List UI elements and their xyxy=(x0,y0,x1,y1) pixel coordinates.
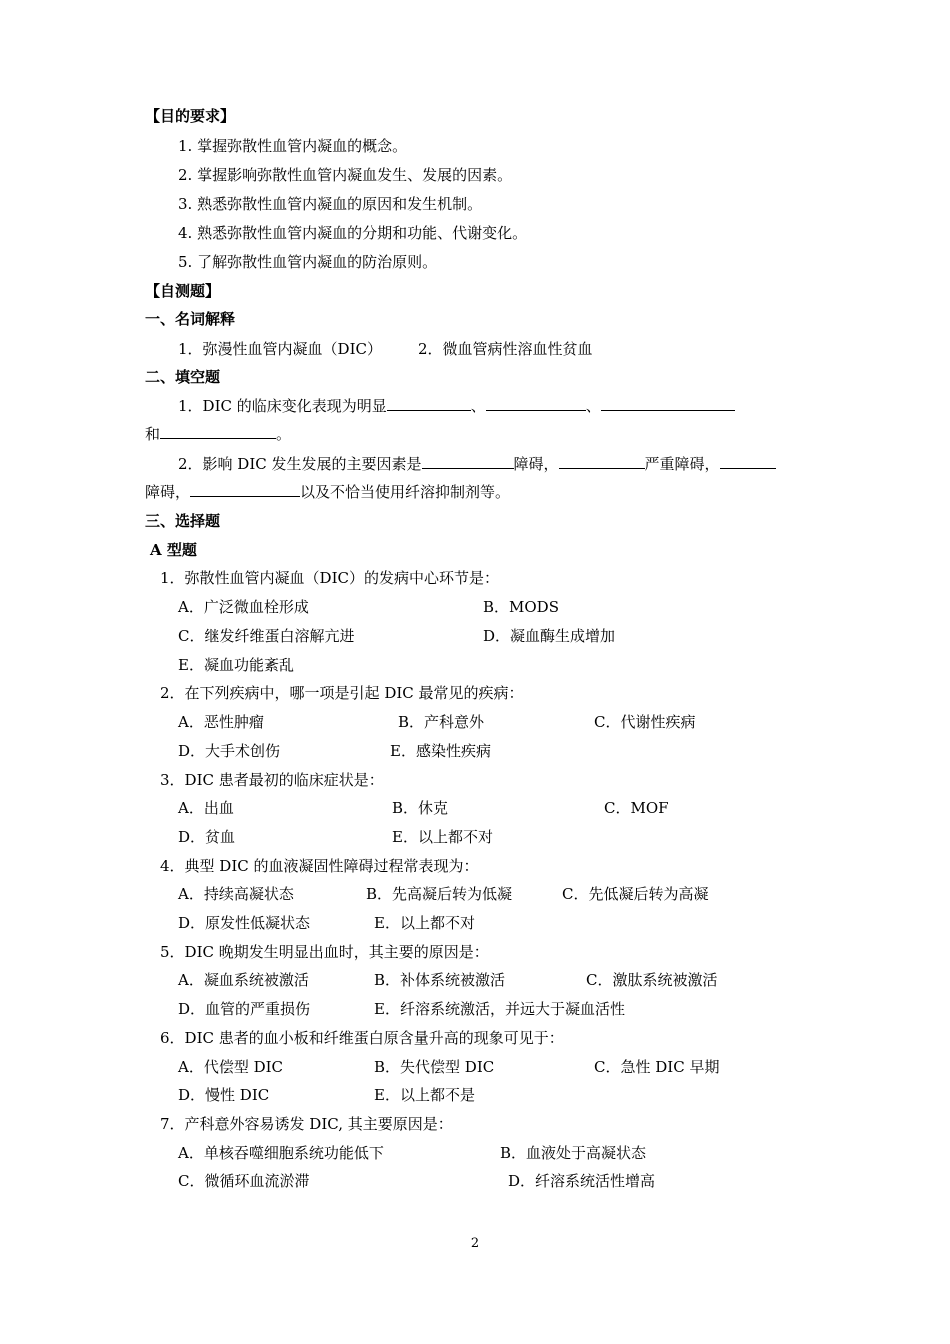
option-d[interactable]: D．凝血酶生成增加 xyxy=(483,627,616,645)
fill-text: 障碍， xyxy=(513,455,559,473)
option-c[interactable]: C．激肽系统被激活 xyxy=(586,971,718,989)
fill-question-2 xyxy=(178,454,776,474)
option-b[interactable]: B．产科意外 xyxy=(398,713,485,731)
option-b[interactable]: B．补体系统被激活 xyxy=(374,971,506,989)
fill-question-1-cont xyxy=(145,424,291,444)
fill-text: 障碍， xyxy=(145,483,191,501)
choice-heading: 三、选择题 xyxy=(145,512,221,530)
option-a[interactable]: A．广泛微血栓形成 xyxy=(178,598,309,616)
separator: 、 xyxy=(470,397,486,415)
option-c[interactable]: C．代谢性疾病 xyxy=(594,713,696,731)
question-stem: 5．DIC 晚期发生明显出血时，其主要的原因是： xyxy=(160,943,489,961)
type-a-heading: A 型题 xyxy=(150,541,197,559)
option-a[interactable]: A．单核吞噬细胞系统功能低下 xyxy=(178,1144,384,1162)
option-c[interactable]: C．MOF xyxy=(604,799,669,817)
terms-heading: 一、名词解释 xyxy=(145,310,236,328)
question-stem: 7．产科意外容易诱发 DIC, 其主要原因是： xyxy=(160,1115,453,1133)
question-stem: 6．DIC 患者的血小板和纤维蛋白原含量升高的现象可见于： xyxy=(160,1029,564,1047)
answer-blank[interactable] xyxy=(601,396,735,411)
option-b[interactable]: B．失代偿型 DIC xyxy=(374,1058,495,1076)
fill-text: 严重障碍， xyxy=(644,455,720,473)
fill-question-1-text: 1．DIC 的临床变化表现为明显 xyxy=(178,397,387,415)
term-item: 2．微血管病性溶血性贫血 xyxy=(418,340,593,358)
option-e[interactable]: E．纤溶系统激活，并远大于凝血活性 xyxy=(374,1000,625,1018)
option-a[interactable]: A．持续高凝状态 xyxy=(178,885,294,903)
fill-text: 以及不恰当使用纤溶抑制剂等。 xyxy=(300,483,511,501)
option-e[interactable]: E．感染性疾病 xyxy=(390,742,491,760)
option-b[interactable]: B．MODS xyxy=(483,598,559,616)
objective-item: 1. 掌握弥散性血管内凝血的概念。 xyxy=(178,137,408,155)
answer-blank[interactable] xyxy=(422,454,514,469)
question-stem: 2．在下列疾病中，哪一项是引起 DIC 最常见的疾病： xyxy=(160,684,524,702)
question-stem: 1．弥散性血管内凝血（DIC）的发病中心环节是： xyxy=(160,569,499,587)
option-d[interactable]: D．血管的严重损伤 xyxy=(178,1000,311,1018)
answer-blank[interactable] xyxy=(190,482,300,497)
option-e[interactable]: E．以上都不对 xyxy=(374,914,475,932)
objective-item: 3. 熟悉弥散性血管内凝血的原因和发生机制。 xyxy=(178,195,483,213)
page-number: 2 xyxy=(470,1236,480,1251)
period-text: 。 xyxy=(276,425,292,443)
answer-blank[interactable] xyxy=(559,454,645,469)
option-e[interactable]: E．以上都不对 xyxy=(392,828,493,846)
fill-question-2-text: 2．影响 DIC 发生发展的主要因素是 xyxy=(178,455,422,473)
objective-item: 2. 掌握影响弥散性血管内凝血发生、发展的因素。 xyxy=(178,166,513,184)
option-c[interactable]: C．微循环血流淤滞 xyxy=(178,1172,310,1190)
option-e[interactable]: E．凝血功能紊乱 xyxy=(178,656,294,674)
option-d[interactable]: D．慢性 DIC xyxy=(178,1086,270,1104)
option-c[interactable]: C．急性 DIC 早期 xyxy=(594,1058,720,1076)
fill-question-1 xyxy=(178,396,735,416)
question-stem: 3．DIC 患者最初的临床症状是： xyxy=(160,771,384,789)
option-c[interactable]: C．先低凝后转为高凝 xyxy=(562,885,709,903)
option-c[interactable]: C．继发纤维蛋白溶解亢进 xyxy=(178,627,355,645)
option-a[interactable]: A．代偿型 DIC xyxy=(178,1058,284,1076)
objectives-heading: 【目的要求】 xyxy=(145,107,236,125)
option-a[interactable]: A．出血 xyxy=(178,799,234,817)
option-d[interactable]: D．纤溶系统活性增高 xyxy=(508,1172,656,1190)
term-item: 1．弥漫性血管内凝血（DIC） xyxy=(178,340,382,358)
objective-item: 5. 了解弥散性血管内凝血的防治原则。 xyxy=(178,253,438,271)
answer-blank[interactable] xyxy=(387,396,471,411)
option-b[interactable]: B．先高凝后转为低凝 xyxy=(366,885,513,903)
answer-blank[interactable] xyxy=(160,424,276,439)
option-d[interactable]: D．原发性低凝状态 xyxy=(178,914,311,932)
option-a[interactable]: A．恶性肿瘤 xyxy=(178,713,264,731)
answer-blank[interactable] xyxy=(486,396,586,411)
and-text: 和 xyxy=(145,425,161,443)
objective-item: 4. 熟悉弥散性血管内凝血的分期和功能、代谢变化。 xyxy=(178,224,528,242)
question-stem: 4．典型 DIC 的血液凝固性障碍过程常表现为： xyxy=(160,857,479,875)
option-e[interactable]: E．以上都不是 xyxy=(374,1086,475,1104)
self-test-heading: 【自测题】 xyxy=(145,282,221,300)
option-b[interactable]: B．血液处于高凝状态 xyxy=(500,1144,647,1162)
option-b[interactable]: B．休克 xyxy=(392,799,449,817)
fill-question-2-cont xyxy=(145,482,510,502)
separator: 、 xyxy=(585,397,601,415)
option-d[interactable]: D．大手术创伤 xyxy=(178,742,281,760)
option-a[interactable]: A．凝血系统被激活 xyxy=(178,971,309,989)
answer-blank[interactable] xyxy=(720,454,776,469)
option-d[interactable]: D．贫血 xyxy=(178,828,236,846)
fill-heading: 二、填空题 xyxy=(145,368,221,386)
